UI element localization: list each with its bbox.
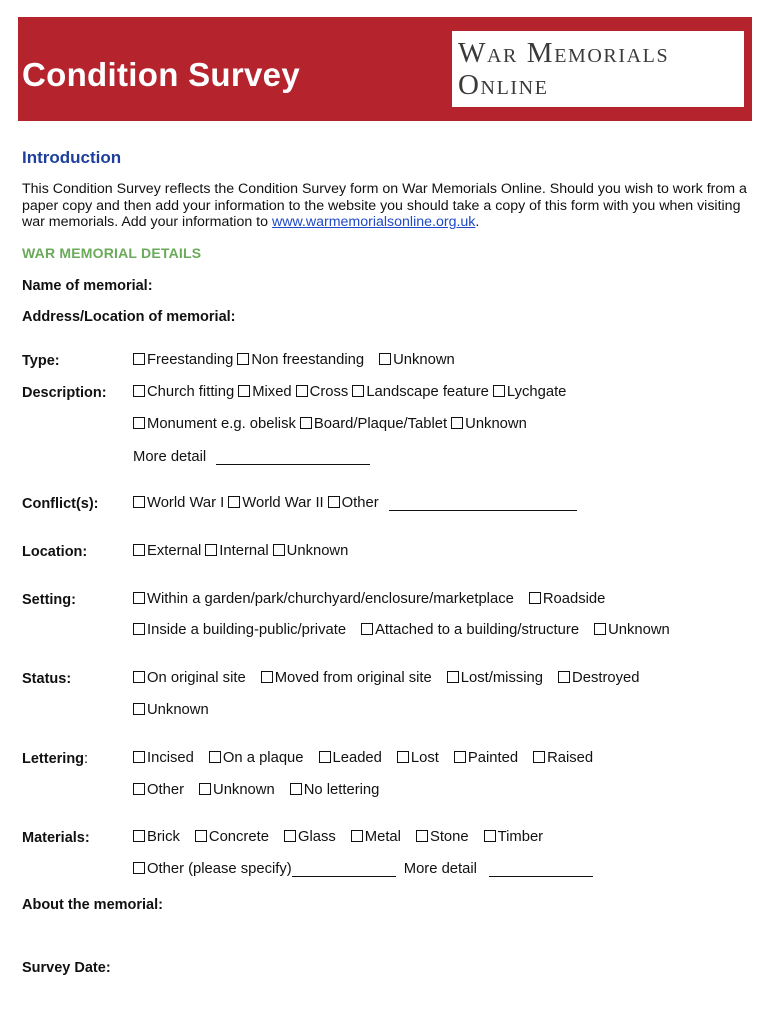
status-unknown-option[interactable] (133, 702, 209, 718)
type-unknown-option[interactable] (379, 352, 455, 368)
website-link[interactable]: www.warmemorialsonline.org.uk (271, 214, 476, 230)
setting-roadside-option[interactable] (529, 591, 606, 607)
description-label: Description: (22, 385, 107, 401)
about-memorial-label: About the memorial: (22, 897, 163, 913)
option-label: Timber (497, 829, 544, 845)
option-label: Lost/missing (460, 670, 544, 686)
checkbox[interactable] (133, 353, 145, 365)
option-label: Unknown (393, 352, 455, 368)
materials-stone-option[interactable] (416, 829, 469, 845)
checkbox[interactable] (133, 417, 145, 429)
logo-line-1: War Memorials (458, 37, 670, 69)
checkbox[interactable] (296, 385, 308, 397)
location-unknown-option[interactable] (273, 543, 349, 559)
lettering-options-row2 (133, 782, 383, 798)
setting-label: Setting: (22, 592, 76, 608)
logo-line-2: Online (458, 69, 549, 101)
name-of-memorial-label: Name of memorial: (22, 278, 153, 294)
checkbox[interactable] (594, 623, 606, 635)
description-board-plaque-tablet-option[interactable] (300, 416, 447, 432)
option-label: Lychgate (506, 384, 567, 400)
option-label: Non freestanding (251, 352, 365, 368)
option-label: Church fitting (147, 384, 235, 400)
setting-options-row1 (133, 591, 609, 607)
type-label: Type: (22, 353, 60, 369)
checkbox[interactable] (379, 353, 391, 365)
materials-metal-option[interactable] (351, 829, 401, 845)
materials-glass-option[interactable] (284, 829, 336, 845)
option-label: Destroyed (572, 670, 640, 686)
option-label: World War I (147, 495, 225, 511)
checkbox[interactable] (361, 623, 373, 635)
checkbox[interactable] (416, 830, 428, 842)
checkbox[interactable] (133, 703, 145, 715)
checkbox[interactable] (484, 830, 496, 842)
checkbox[interactable] (205, 544, 217, 556)
option-label: Incised (147, 750, 194, 766)
materials-concrete-option[interactable] (195, 829, 269, 845)
materials-label: Materials: (22, 830, 90, 846)
checkbox[interactable] (209, 751, 221, 763)
checkbox[interactable] (133, 385, 145, 397)
option-label: Freestanding (147, 352, 234, 368)
checkbox[interactable] (238, 385, 250, 397)
conflict-other-line[interactable] (389, 496, 577, 511)
checkbox[interactable] (133, 671, 145, 683)
option-label: Metal (364, 829, 401, 845)
status-destroyed-option[interactable] (558, 670, 639, 686)
survey-date-label: Survey Date: (22, 960, 111, 976)
lettering-options-row1 (133, 750, 597, 766)
option-label: Painted (467, 750, 519, 766)
status-options-row1 (133, 670, 643, 686)
materials-timber-option[interactable] (484, 829, 544, 845)
checkbox[interactable] (300, 417, 312, 429)
lettering-label-text: Lettering (22, 751, 85, 767)
option-label: Moved from original site (274, 670, 432, 686)
lettering-label (22, 751, 88, 767)
option-label: Concrete (208, 829, 269, 845)
checkbox[interactable] (533, 751, 545, 763)
location-options (133, 543, 352, 559)
status-lost-missing-option[interactable] (447, 670, 543, 686)
setting-garden-option[interactable] (133, 591, 514, 607)
checkbox[interactable] (397, 751, 409, 763)
lettering-raised-option[interactable] (533, 750, 593, 766)
option-label: On original site (147, 670, 246, 686)
option-label: World War II (242, 495, 324, 511)
option-label: Unknown (465, 416, 527, 432)
option-label: Internal (219, 543, 269, 559)
checkbox[interactable] (199, 783, 211, 795)
lettering-painted-option[interactable] (454, 750, 518, 766)
conflict-ww1-option[interactable] (133, 495, 224, 511)
header-banner (18, 17, 752, 121)
status-label: Status: (22, 671, 72, 687)
checkbox[interactable] (290, 783, 302, 795)
materials-other-line[interactable] (292, 862, 396, 877)
materials-more-detail-label: More detail (403, 861, 477, 877)
option-label: Mixed (252, 384, 292, 400)
status-options-row2 (133, 702, 213, 718)
description-mixed-option[interactable] (238, 384, 291, 400)
materials-other-option[interactable] (133, 861, 292, 877)
lettering-label-colon: : (84, 751, 89, 767)
war-memorials-online-logo (452, 31, 744, 107)
conflict-label: Conflict(s): (22, 496, 99, 512)
option-label: Other (please specify) (147, 861, 292, 877)
description-more-detail-row (133, 449, 370, 465)
lettering-leaded-option[interactable] (319, 750, 382, 766)
option-label: External (147, 543, 202, 559)
checkbox[interactable] (328, 496, 340, 508)
materials-options-row2 (133, 861, 593, 877)
setting-options-row2 (133, 622, 674, 638)
introduction-text (22, 181, 748, 231)
location-internal-option[interactable] (205, 543, 268, 559)
intro-end: . (475, 214, 480, 230)
materials-more-detail-line[interactable] (489, 862, 593, 877)
option-label: Other (147, 782, 185, 798)
checkbox[interactable] (454, 751, 466, 763)
checkbox[interactable] (351, 830, 363, 842)
checkbox[interactable] (273, 544, 285, 556)
checkbox[interactable] (133, 751, 145, 763)
checkbox[interactable] (133, 862, 145, 874)
address-label: Address/Location of memorial: (22, 309, 236, 325)
description-unknown-option[interactable] (451, 416, 527, 432)
checkbox[interactable] (319, 751, 331, 763)
option-label: Raised (547, 750, 594, 766)
section-heading: WAR MEMORIAL DETAILS (22, 245, 202, 261)
checkbox[interactable] (195, 830, 207, 842)
introduction-heading: Introduction (22, 148, 122, 167)
setting-attached-building-option[interactable] (361, 622, 579, 638)
option-label: Stone (429, 829, 469, 845)
option-label: Glass (297, 829, 336, 845)
description-church-fitting-option[interactable] (133, 384, 234, 400)
conflict-ww2-option[interactable] (228, 495, 323, 511)
materials-brick-option[interactable] (133, 829, 180, 845)
option-label: Unknown (286, 543, 349, 559)
lettering-no-lettering-option[interactable] (290, 782, 380, 798)
type-freestanding-option[interactable] (133, 352, 233, 368)
option-label: Board/Plaque/Tablet (313, 416, 448, 432)
location-external-option[interactable] (133, 543, 201, 559)
description-lychgate-option[interactable] (493, 384, 567, 400)
checkbox[interactable] (228, 496, 240, 508)
lettering-unknown-option[interactable] (199, 782, 275, 798)
checkbox[interactable] (451, 417, 463, 429)
checkbox[interactable] (133, 592, 145, 604)
description-monument-option[interactable] (133, 416, 296, 432)
page-title: Condition Survey (22, 56, 300, 93)
lettering-lost-option[interactable] (397, 750, 439, 766)
type-non-freestanding-option[interactable] (237, 352, 364, 368)
lettering-on-plaque-option[interactable] (209, 750, 304, 766)
option-label: On a plaque (222, 750, 304, 766)
checkbox[interactable] (261, 671, 273, 683)
checkbox[interactable] (352, 385, 364, 397)
setting-unknown-option[interactable] (594, 622, 670, 638)
option-label: Inside a building-public/private (147, 622, 347, 638)
option-label: Roadside (542, 591, 606, 607)
description-options-row2 (133, 416, 531, 432)
status-original-site-option[interactable] (133, 670, 246, 686)
option-label: Within a garden/park/churchyard/enclosure/marketplace (147, 591, 514, 607)
checkbox[interactable] (237, 353, 249, 365)
option-label: Unknown (147, 702, 209, 718)
description-landscape-feature-option[interactable] (352, 384, 489, 400)
option-label: Landscape feature (366, 384, 489, 400)
checkbox[interactable] (529, 592, 541, 604)
description-options-row1 (133, 384, 570, 400)
checkbox[interactable] (447, 671, 459, 683)
checkbox[interactable] (133, 496, 145, 508)
location-label: Location: (22, 544, 88, 560)
checkbox[interactable] (133, 623, 145, 635)
checkbox[interactable] (133, 830, 145, 842)
more-detail-line[interactable] (216, 450, 370, 465)
status-moved-option[interactable] (261, 670, 432, 686)
option-label: Monument e.g. obelisk (147, 416, 296, 432)
conflict-other-option[interactable] (328, 495, 379, 511)
option-label: Unknown (213, 782, 275, 798)
checkbox[interactable] (284, 830, 296, 842)
materials-options-row1 (133, 829, 547, 845)
checkbox[interactable] (133, 783, 145, 795)
checkbox[interactable] (133, 544, 145, 556)
option-label: Lost (410, 750, 439, 766)
option-label: Attached to a building/structure (375, 622, 580, 638)
conflict-options (133, 495, 577, 511)
more-detail-label: More detail (133, 449, 207, 465)
option-label: No lettering (303, 782, 380, 798)
option-label: Unknown (608, 622, 670, 638)
intro-body: This Condition Survey reflects the Condition Survey form on War Memorials Online. Should you wish to work from a paper copy and then add your information to the website you should take a copy of this form with you when visiting war memorials. Add your information to (22, 181, 747, 230)
option-label: Leaded (332, 750, 382, 766)
type-options (133, 352, 459, 368)
lettering-other-option[interactable] (133, 782, 184, 798)
option-label: Brick (147, 829, 180, 845)
setting-inside-building-option[interactable] (133, 622, 346, 638)
description-cross-option[interactable] (296, 384, 349, 400)
lettering-incised-option[interactable] (133, 750, 194, 766)
option-label: Other (341, 495, 379, 511)
checkbox[interactable] (558, 671, 570, 683)
checkbox[interactable] (493, 385, 505, 397)
option-label: Cross (309, 384, 349, 400)
